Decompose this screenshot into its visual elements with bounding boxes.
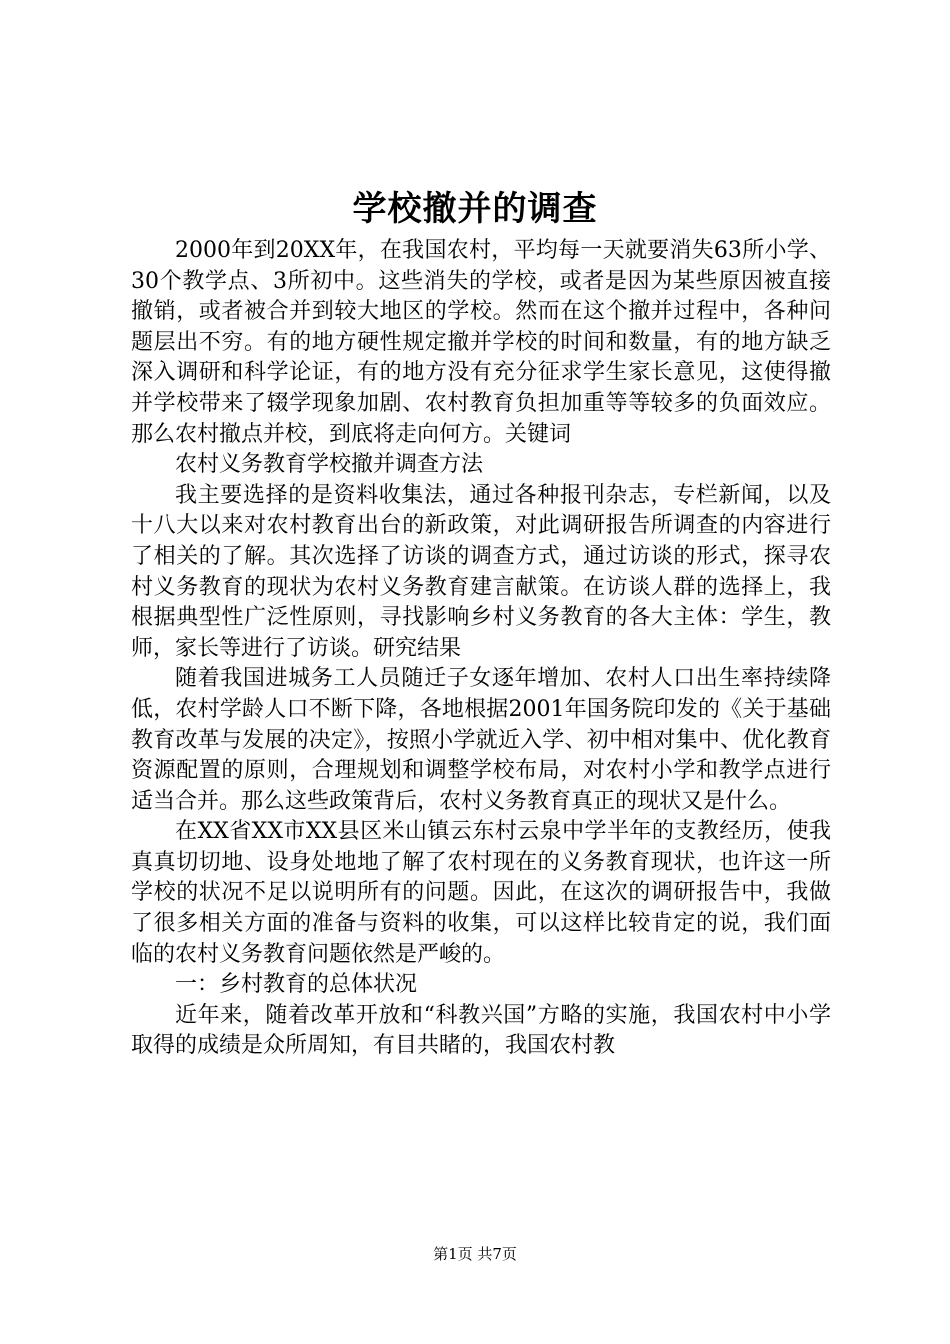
document-title: 学校撤并的调查 [352,189,598,229]
document-body [131,236,831,1062]
paragraph-method: 我主要选择的是资料收集法，通过各种报刊杂志，专栏新闻，以及十八大以来对农村教育出台的新政策，对此调研报告所调查的内容进行了相关的了解。其次选择了访谈的调查方式，通过访谈的形式，探寻农村义务教育的现状为农村义务教育建言献策。在访谈人群的选择上，我根据典型性广泛性原则，寻找影响乡村义务教育的各大主体：学生，教师，家长等进行了访谈。研究结果 [131,482,831,661]
paragraph-background: 随着我国进城务工人员随迁子女逐年增加、农村人口出生率持续降低，农村学龄人口不断下降，各地根据2001年国务院印发的《关于基础教育改革与发展的决定》，按照小学就近入学、初中相对集中、优化教育资源配置的原则，合理规划和调整学校布局，对农村小学和教学点进行适当合并。那么这些政策背后，农村义务教育真正的现状又是什么。 [131,666,831,814]
paragraph-experience: 在XX省XX市XX县区米山镇云东村云泉中学半年的支教经历，使我真真切切地、设身处地地了解了农村现在的义务教育现状，也许这一所学校的状况不足以说明所有的问题。因此，在这次的调研报告中，我做了很多相关方面的准备与资料的收集，可以这样比较肯定的说，我们面临的农村义务教育问题依然是严峻的。 [131,819,831,967]
paragraph-intro: 2000年到20XX年，在我国农村，平均每一天就要消失63所小学、30个教学点、3所初中。这些消失的学校，或者是因为某些原因被直接撤销，或者被合并到较大地区的学校。然而在这个撤并过程中，各种问题层出不穷。有的地方硬性规定撤并学校的时间和数量，有的地方缺乏深入调研和科学论证，有的地方没有充分征求学生家长意见，这使得撤并学校带来了辍学现象加剧、农村教育负担加重等等较多的负面效应。那么农村撤点并校，到底将走向何方。关键词 [131,238,831,447]
paragraph-recent-years: 近年来，随着改革开放和“科教兴国”方略的实施，我国农村中小学取得的成绩是众所周知，有目共睹的，我国农村教 [131,1002,831,1059]
page-total: 共7页 [477,1245,517,1263]
page-number: 第1页 [433,1245,473,1263]
paragraph-keywords: 农村义务教育学校撤并调查方法 [175,452,484,478]
page-footer [0,1243,950,1265]
section-heading-overall-status: 一：乡村教育的总体状况 [175,972,418,998]
